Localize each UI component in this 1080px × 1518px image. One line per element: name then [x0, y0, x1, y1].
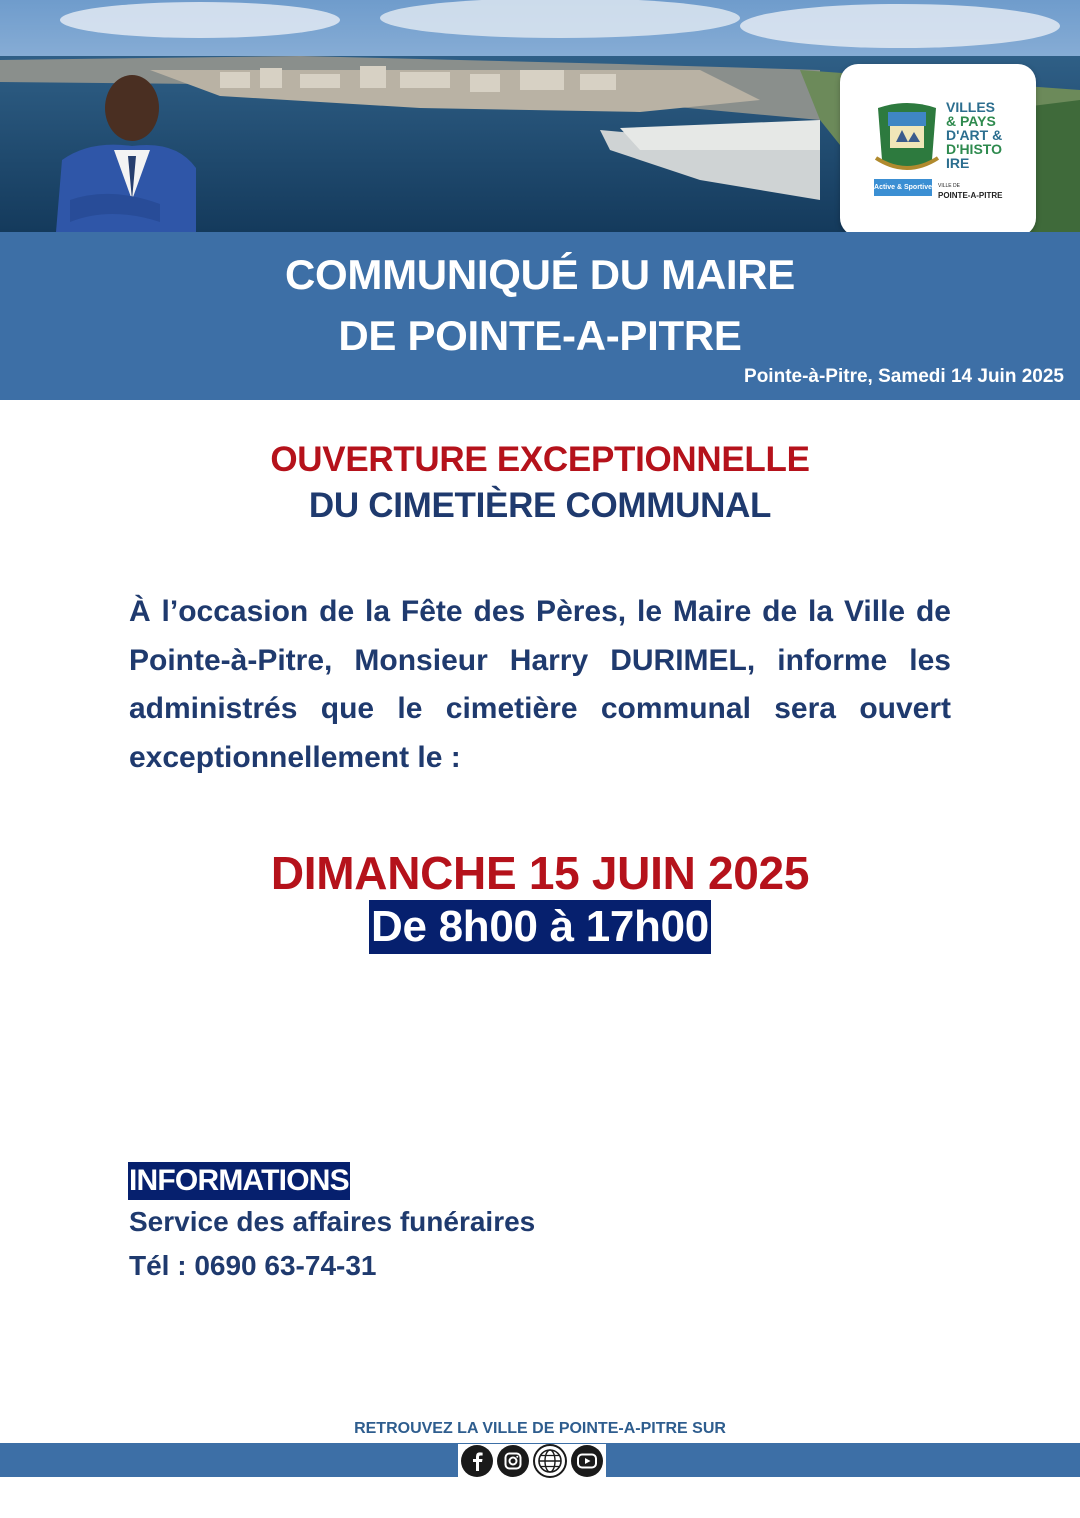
funeral-service-name: Service des affaires funéraires [129, 1206, 536, 1237]
event-hours-row [0, 900, 1080, 954]
ville-name-label: VILLE DE POINTE-A-PITRE [938, 183, 1003, 200]
event-hours: De 8h00 à 17h00 [369, 900, 711, 954]
active-sportive-badge: Active & Sportive [874, 179, 932, 196]
instagram-icon[interactable] [497, 1445, 529, 1477]
city-logo-card [840, 64, 1036, 232]
communique-date: Pointe-à-Pitre, Samedi 14 Juin 2025 [744, 366, 1064, 387]
villes-pays-art-histoire-logo: VILLES & PAYS D'ART & D'HISTO IRE [946, 100, 1003, 170]
informations-label: INFORMATIONS [128, 1162, 350, 1200]
event-date: DIMANCHE 15 JUIN 2025 [270, 847, 810, 899]
communique-title: COMMUNIQUÉ DU MAIRE DE POINTE-A-PITRE [285, 251, 795, 359]
city-coat-of-arms-icon [872, 98, 942, 176]
social-links [458, 1444, 606, 1478]
headline-opening: OUVERTURE EXCEPTIONNELLE [270, 440, 810, 479]
footer-follow-text: RETROUVEZ LA VILLE DE POINTE-A-PITRE SUR [354, 1420, 726, 1437]
website-globe-icon[interactable] [533, 1444, 567, 1478]
headline-cemetery: DU CIMETIÈRE COMMUNAL [308, 486, 772, 525]
facebook-icon[interactable] [461, 1445, 493, 1477]
announcement-paragraph: À l’occasion de la Fête des Pères, le Maire de la Ville de Pointe-à-Pitre, Monsieur Harry DURIMEL, informe les administrés que le cimetière communal sera ouvert exceptionnellement le : [129, 595, 951, 774]
header-photo [0, 0, 1080, 232]
contact-phone: Tél : 0690 63-74-31 [129, 1250, 377, 1281]
youtube-icon[interactable] [571, 1445, 603, 1477]
